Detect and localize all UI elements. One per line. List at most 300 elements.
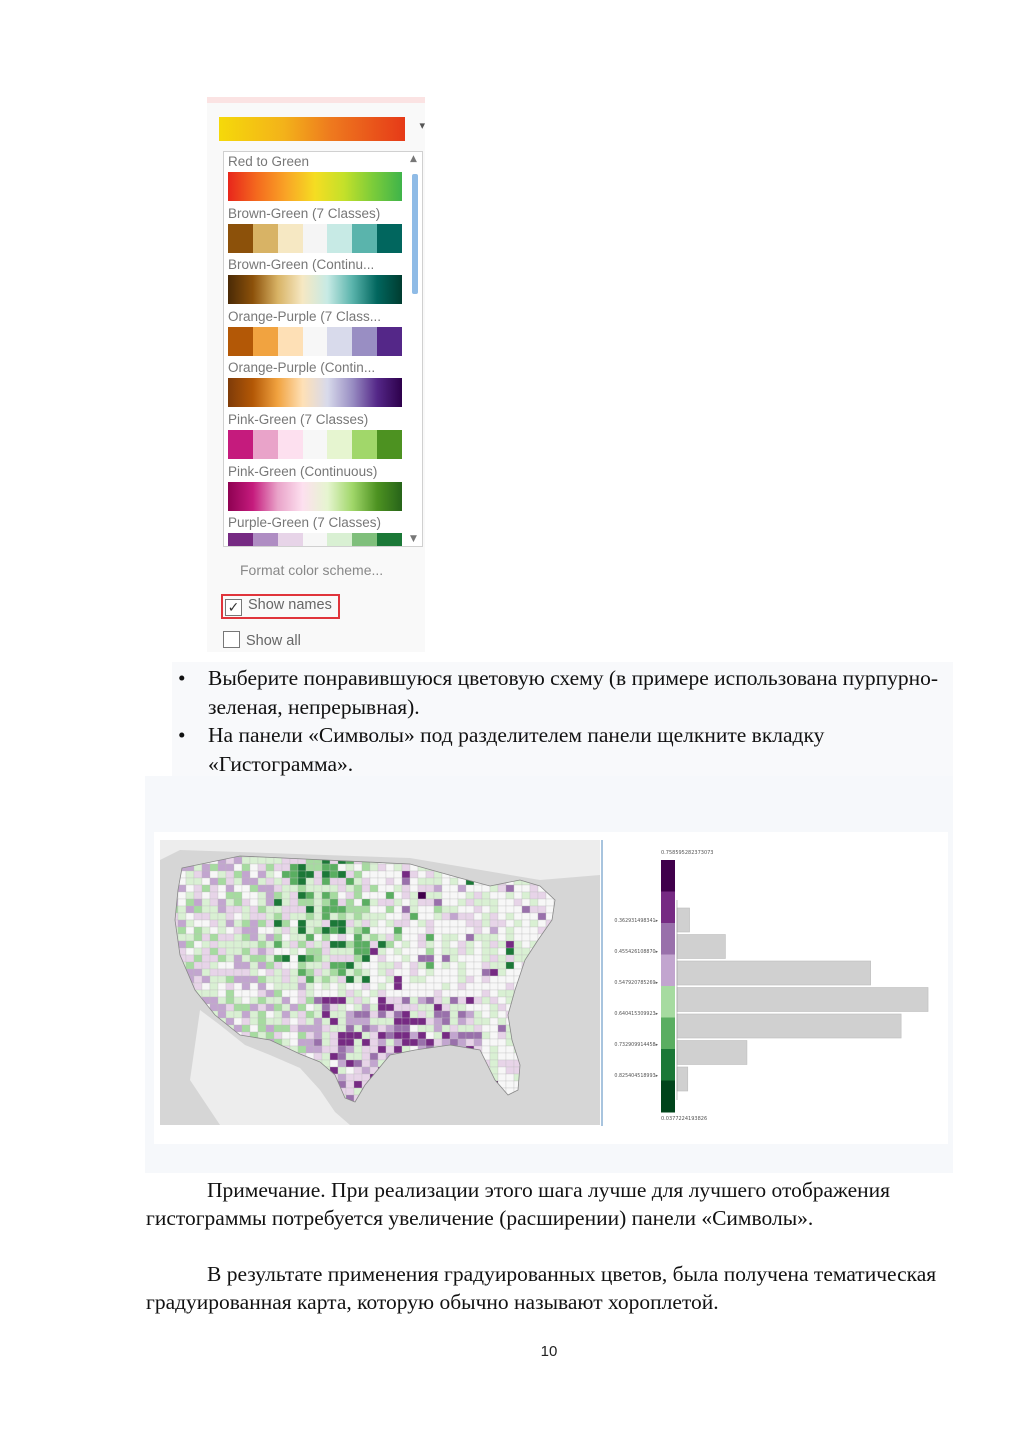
county-polygon	[266, 878, 274, 885]
county-polygon	[474, 906, 482, 913]
county-polygon	[250, 857, 258, 864]
county-polygon	[250, 920, 258, 927]
county-polygon	[234, 983, 242, 990]
county-polygon	[426, 920, 434, 927]
county-polygon	[434, 878, 442, 885]
county-polygon	[346, 899, 354, 906]
county-polygon	[386, 871, 394, 878]
county-polygon	[442, 969, 450, 976]
county-polygon	[290, 941, 298, 948]
county-polygon	[322, 1046, 330, 1053]
county-polygon	[362, 1060, 370, 1067]
county-polygon	[338, 969, 346, 976]
county-polygon	[322, 1011, 330, 1018]
county-polygon	[346, 941, 354, 948]
county-polygon	[378, 913, 386, 920]
county-polygon	[426, 934, 434, 941]
county-polygon	[346, 1018, 354, 1025]
county-polygon	[314, 878, 322, 885]
county-polygon	[370, 1039, 378, 1046]
county-polygon	[210, 906, 218, 913]
county-polygon	[250, 1025, 258, 1032]
county-polygon	[354, 990, 362, 997]
county-polygon	[362, 899, 370, 906]
county-polygon	[354, 976, 362, 983]
county-polygon	[194, 899, 202, 906]
county-polygon	[282, 906, 290, 913]
color-class-swatch	[352, 224, 377, 253]
county-polygon	[378, 1046, 386, 1053]
county-polygon	[354, 1060, 362, 1067]
county-polygon	[498, 941, 506, 948]
county-polygon	[362, 934, 370, 941]
color-scheme-name: Purple-Green (7 Classes)	[228, 515, 382, 531]
county-polygon	[346, 997, 354, 1004]
county-polygon	[210, 878, 218, 885]
county-polygon	[250, 1004, 258, 1011]
histogram-max-label: 0.758595282373073	[661, 850, 714, 856]
county-polygon	[418, 871, 426, 878]
county-polygon	[210, 962, 218, 969]
county-polygon	[394, 955, 402, 962]
color-class-swatch	[303, 224, 328, 253]
county-polygon	[266, 1025, 274, 1032]
color-scheme-item[interactable]	[228, 152, 422, 204]
county-polygon	[386, 976, 394, 983]
county-polygon	[418, 1011, 426, 1018]
county-polygon	[314, 1025, 322, 1032]
format-color-scheme-link[interactable]: Format color scheme...	[240, 562, 384, 578]
county-polygon	[306, 864, 314, 871]
county-polygon	[362, 927, 370, 934]
county-polygon	[258, 913, 266, 920]
county-polygon	[506, 969, 514, 976]
county-polygon	[482, 1004, 490, 1011]
county-polygon	[234, 885, 242, 892]
county-polygon	[266, 857, 274, 864]
county-polygon	[410, 969, 418, 976]
checkbox-icon	[223, 631, 240, 648]
county-polygon	[330, 1032, 338, 1039]
county-polygon	[434, 927, 442, 934]
county-polygon	[426, 913, 434, 920]
county-polygon	[226, 990, 234, 997]
county-polygon	[498, 997, 506, 1004]
county-polygon	[418, 948, 426, 955]
county-polygon	[266, 955, 274, 962]
county-polygon	[314, 920, 322, 927]
county-polygon	[386, 1032, 394, 1039]
county-polygon	[266, 1032, 274, 1039]
county-polygon	[274, 885, 282, 892]
county-polygon	[290, 871, 298, 878]
county-polygon	[434, 976, 442, 983]
county-polygon	[466, 997, 474, 1004]
county-polygon	[474, 892, 482, 899]
county-polygon	[490, 1039, 498, 1046]
county-polygon	[546, 899, 554, 906]
county-polygon	[242, 983, 250, 990]
county-polygon	[298, 983, 306, 990]
county-polygon	[370, 1032, 378, 1039]
county-polygon	[410, 934, 418, 941]
county-polygon	[490, 927, 498, 934]
county-polygon	[514, 906, 522, 913]
county-polygon	[282, 1018, 290, 1025]
county-polygon	[282, 948, 290, 955]
county-polygon	[442, 878, 450, 885]
county-polygon	[498, 1039, 506, 1046]
county-polygon	[298, 948, 306, 955]
county-polygon	[426, 997, 434, 1004]
county-polygon	[522, 927, 530, 934]
chevron-down-icon[interactable]: ▾	[419, 119, 425, 132]
county-polygon	[338, 920, 346, 927]
county-polygon	[306, 1025, 314, 1032]
county-polygon	[538, 913, 546, 920]
county-polygon	[426, 1025, 434, 1032]
county-polygon	[522, 892, 530, 899]
color-class-swatch	[327, 430, 352, 459]
county-polygon	[338, 1053, 346, 1060]
color-scheme-item[interactable]	[228, 410, 422, 462]
county-polygon	[490, 899, 498, 906]
county-polygon	[426, 990, 434, 997]
county-polygon	[514, 913, 522, 920]
county-polygon	[482, 997, 490, 1004]
show-all-checkbox[interactable]	[221, 631, 303, 649]
county-polygon	[378, 962, 386, 969]
scrollbar-thumb[interactable]	[412, 174, 418, 294]
county-polygon	[370, 1053, 378, 1060]
county-polygon	[250, 864, 258, 871]
county-polygon	[282, 934, 290, 941]
county-polygon	[434, 1004, 442, 1011]
color-ramp-swatch	[228, 275, 402, 304]
county-polygon	[298, 892, 306, 899]
color-scheme-item[interactable]	[228, 307, 422, 359]
county-polygon	[402, 934, 410, 941]
county-polygon	[322, 1004, 330, 1011]
county-polygon	[482, 948, 490, 955]
county-polygon	[282, 1032, 290, 1039]
county-polygon	[306, 941, 314, 948]
county-polygon	[234, 1018, 242, 1025]
county-polygon	[506, 913, 514, 920]
color-scheme-item[interactable]	[228, 204, 422, 256]
county-polygon	[434, 1039, 442, 1046]
county-polygon	[258, 969, 266, 976]
color-class-swatch	[253, 224, 278, 253]
county-polygon	[378, 878, 386, 885]
county-polygon	[450, 1011, 458, 1018]
county-polygon	[394, 913, 402, 920]
county-polygon	[418, 990, 426, 997]
legend-color-segment	[661, 892, 675, 924]
county-polygon	[338, 1046, 346, 1053]
county-polygon	[210, 969, 218, 976]
county-polygon	[394, 990, 402, 997]
county-polygon	[282, 920, 290, 927]
county-polygon	[466, 892, 474, 899]
county-polygon	[498, 1004, 506, 1011]
county-polygon	[322, 871, 330, 878]
legend-color-segment	[661, 1018, 675, 1050]
county-polygon	[298, 913, 306, 920]
county-polygon	[266, 892, 274, 899]
county-polygon	[234, 969, 242, 976]
county-polygon	[474, 1018, 482, 1025]
county-polygon	[242, 934, 250, 941]
county-polygon	[378, 976, 386, 983]
county-polygon	[362, 969, 370, 976]
county-polygon	[354, 1039, 362, 1046]
county-polygon	[346, 990, 354, 997]
county-polygon	[306, 1018, 314, 1025]
county-polygon	[458, 1039, 466, 1046]
county-polygon	[290, 983, 298, 990]
county-polygon	[506, 1046, 514, 1053]
histogram-bar	[677, 988, 928, 1012]
county-polygon	[442, 976, 450, 983]
county-polygon	[362, 1004, 370, 1011]
color-scheme-item[interactable]	[228, 462, 422, 514]
county-polygon	[298, 1025, 306, 1032]
county-polygon	[322, 892, 330, 899]
county-polygon	[346, 927, 354, 934]
county-polygon	[434, 1011, 442, 1018]
county-polygon	[458, 1025, 466, 1032]
county-polygon	[370, 871, 378, 878]
county-polygon	[354, 885, 362, 892]
county-polygon	[306, 878, 314, 885]
county-polygon	[354, 934, 362, 941]
county-polygon	[546, 906, 554, 913]
county-polygon	[362, 1046, 370, 1053]
county-polygon	[234, 864, 242, 871]
show-names-checkbox[interactable]	[221, 594, 340, 619]
county-polygon	[210, 983, 218, 990]
county-polygon	[330, 927, 338, 934]
county-polygon	[402, 871, 410, 878]
county-polygon	[482, 969, 490, 976]
county-polygon	[386, 1025, 394, 1032]
county-polygon	[330, 962, 338, 969]
county-polygon	[306, 885, 314, 892]
legend-color-segment	[661, 1081, 675, 1113]
county-polygon	[386, 878, 394, 885]
county-polygon	[282, 962, 290, 969]
county-polygon	[274, 1018, 282, 1025]
county-polygon	[330, 934, 338, 941]
county-polygon	[210, 913, 218, 920]
scrollbar[interactable]	[410, 152, 420, 546]
color-scheme-item[interactable]	[228, 358, 422, 410]
county-polygon	[410, 1032, 418, 1039]
county-polygon	[242, 1018, 250, 1025]
county-polygon	[306, 871, 314, 878]
county-polygon	[530, 927, 538, 934]
county-polygon	[442, 899, 450, 906]
county-polygon	[362, 976, 370, 983]
county-polygon	[482, 927, 490, 934]
county-polygon	[330, 906, 338, 913]
county-polygon	[346, 871, 354, 878]
county-polygon	[506, 976, 514, 983]
county-polygon	[514, 899, 522, 906]
county-polygon	[426, 871, 434, 878]
county-polygon	[410, 1018, 418, 1025]
county-polygon	[354, 997, 362, 1004]
county-polygon	[298, 934, 306, 941]
county-polygon	[450, 997, 458, 1004]
county-polygon	[346, 864, 354, 871]
county-polygon	[210, 871, 218, 878]
county-polygon	[378, 871, 386, 878]
county-polygon	[290, 934, 298, 941]
county-polygon	[458, 1004, 466, 1011]
county-polygon	[258, 948, 266, 955]
county-polygon	[362, 864, 370, 871]
county-polygon	[506, 920, 514, 927]
county-polygon	[330, 871, 338, 878]
county-polygon	[386, 892, 394, 899]
county-polygon	[226, 920, 234, 927]
county-polygon	[522, 899, 530, 906]
county-polygon	[434, 1032, 442, 1039]
county-polygon	[234, 976, 242, 983]
county-polygon	[290, 976, 298, 983]
county-polygon	[306, 997, 314, 1004]
county-polygon	[186, 941, 194, 948]
county-polygon	[242, 948, 250, 955]
county-polygon	[370, 1060, 378, 1067]
color-scheme-item[interactable]	[228, 513, 422, 547]
county-polygon	[490, 892, 498, 899]
county-polygon	[402, 913, 410, 920]
county-polygon	[266, 885, 274, 892]
county-polygon	[266, 976, 274, 983]
county-polygon	[242, 941, 250, 948]
county-polygon	[314, 892, 322, 899]
county-polygon	[394, 1032, 402, 1039]
county-polygon	[450, 1032, 458, 1039]
legend-color-segment	[661, 986, 675, 1018]
county-polygon	[346, 878, 354, 885]
county-polygon	[338, 1018, 346, 1025]
county-polygon	[490, 990, 498, 997]
county-polygon	[394, 878, 402, 885]
county-polygon	[274, 990, 282, 997]
color-class-swatch	[303, 327, 328, 356]
county-polygon	[218, 906, 226, 913]
county-polygon	[402, 941, 410, 948]
scroll-up-icon[interactable]: ▲	[410, 154, 417, 164]
county-polygon	[410, 871, 418, 878]
county-polygon	[322, 913, 330, 920]
county-polygon	[458, 920, 466, 927]
county-polygon	[338, 976, 346, 983]
county-polygon	[514, 941, 522, 948]
county-polygon	[474, 1032, 482, 1039]
county-polygon	[266, 969, 274, 976]
county-polygon	[210, 927, 218, 934]
county-polygon	[202, 983, 210, 990]
county-polygon	[362, 913, 370, 920]
county-polygon	[386, 1011, 394, 1018]
county-polygon	[522, 885, 530, 892]
county-polygon	[450, 920, 458, 927]
county-polygon	[266, 1011, 274, 1018]
county-polygon	[362, 885, 370, 892]
county-polygon	[234, 878, 242, 885]
county-polygon	[474, 934, 482, 941]
county-polygon	[370, 892, 378, 899]
county-polygon	[466, 934, 474, 941]
color-scheme-item[interactable]	[228, 255, 422, 307]
county-polygon	[186, 962, 194, 969]
county-polygon	[530, 885, 538, 892]
county-polygon	[218, 941, 226, 948]
county-polygon	[386, 913, 394, 920]
county-polygon	[226, 941, 234, 948]
county-polygon	[418, 934, 426, 941]
county-polygon	[258, 892, 266, 899]
county-polygon	[370, 941, 378, 948]
county-polygon	[418, 962, 426, 969]
panel-divider[interactable]	[601, 840, 603, 1126]
color-class-swatch	[278, 533, 303, 547]
county-polygon	[482, 920, 490, 927]
county-polygon	[306, 990, 314, 997]
county-polygon	[354, 1004, 362, 1011]
county-polygon	[370, 955, 378, 962]
county-polygon	[282, 892, 290, 899]
county-polygon	[242, 871, 250, 878]
county-polygon	[482, 1046, 490, 1053]
county-polygon	[410, 976, 418, 983]
color-scheme-list[interactable]	[223, 151, 423, 547]
county-polygon	[370, 962, 378, 969]
county-polygon	[290, 906, 298, 913]
county-polygon	[218, 934, 226, 941]
county-polygon	[482, 1025, 490, 1032]
county-polygon	[314, 934, 322, 941]
county-polygon	[314, 955, 322, 962]
county-polygon	[298, 962, 306, 969]
county-polygon	[362, 920, 370, 927]
color-scheme-selector[interactable]	[219, 117, 405, 141]
county-polygon	[506, 885, 514, 892]
county-polygon	[178, 934, 186, 941]
county-polygon	[530, 899, 538, 906]
note-paragraph: Примечание. При реализации этого шага лучше для лучшего отображения гистограммы потребуется увеличение (расширении) панели «Символы».	[146, 1178, 891, 1230]
county-polygon	[258, 976, 266, 983]
county-polygon	[314, 906, 322, 913]
county-polygon	[210, 885, 218, 892]
county-polygon	[338, 913, 346, 920]
county-polygon	[290, 899, 298, 906]
county-polygon	[314, 969, 322, 976]
county-polygon	[386, 955, 394, 962]
scroll-down-icon[interactable]: ▼	[410, 534, 417, 544]
county-polygon	[274, 1032, 282, 1039]
county-polygon	[410, 1039, 418, 1046]
county-polygon	[434, 913, 442, 920]
county-polygon	[418, 920, 426, 927]
county-polygon	[306, 899, 314, 906]
county-polygon	[298, 1032, 306, 1039]
